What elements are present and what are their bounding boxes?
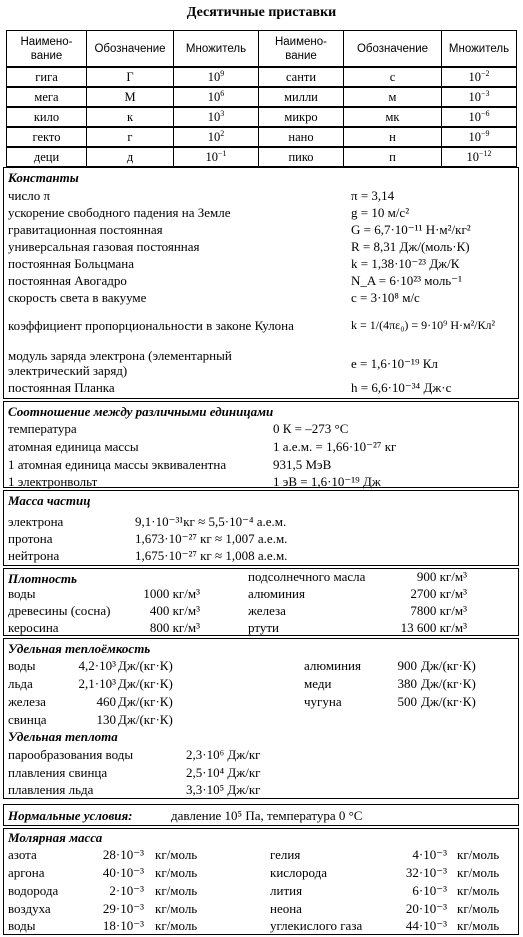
header-cell: Обозначение: [344, 31, 442, 68]
heat-value: 500: [397, 694, 417, 709]
header-cell: Наимено-вание: [259, 31, 344, 68]
prefix-symbol: п: [344, 147, 442, 167]
particle-label: нейтрона: [8, 548, 60, 563]
density-label: керосина: [8, 620, 59, 635]
molar-value: 2·10⁻³: [109, 883, 144, 898]
constant-value: g = 10 м/с²: [351, 205, 410, 220]
heat-label: свинца: [8, 712, 47, 727]
header-cell: Обозначение: [87, 31, 174, 68]
density-value: 400 кг/м³: [149, 603, 200, 618]
latent-label: парообразования воды: [8, 747, 134, 762]
prefix-name: санти: [259, 67, 344, 87]
molar-unit: кг/моль: [155, 918, 198, 933]
prefix-symbol: д: [87, 147, 174, 167]
density-label: древесины (сосна): [8, 603, 111, 618]
unit-value: 1 а.е.м. = 1,66·10⁻²⁷ кг: [273, 439, 397, 454]
constant-value: N_A = 6·10²³ моль⁻¹: [351, 273, 462, 288]
normal-conditions-value: давление 10⁵ Па, температура 0 °С: [171, 808, 363, 823]
molar-label: лития: [270, 883, 303, 898]
prefix-symbol: с: [344, 67, 442, 87]
molar-unit: кг/моль: [155, 865, 198, 880]
molar-value: 32·10⁻³: [405, 865, 447, 880]
prefix-factor: $10^{-3}$: [442, 87, 517, 107]
heat-label: чугуна: [304, 694, 342, 709]
heat-value: 130: [96, 712, 116, 727]
heat-section: [3, 638, 519, 799]
prefix-name: гига: [7, 67, 87, 87]
molar-value: 4·10⁻³: [412, 847, 447, 862]
prefix-factor: $10^6$: [174, 87, 259, 107]
density-label: ртути: [248, 620, 279, 635]
prefix-symbol: мк: [344, 107, 442, 127]
molar-value: 6·10⁻³: [412, 883, 447, 898]
prefix-name: гекто: [7, 127, 87, 147]
constant-label: число π: [8, 188, 51, 203]
constant-label: постоянная Планка: [8, 380, 115, 395]
density-value: 2700 кг/м³: [410, 586, 467, 601]
particle-value: 1,675·10⁻²⁷ кг ≈ 1,008 а.е.м.: [135, 548, 288, 563]
heat-unit: Дж/(кг·К): [118, 676, 173, 691]
header-cell: Наимено-вание: [7, 31, 87, 68]
prefix-factor: $10^{-1}$: [174, 147, 259, 167]
constant-label: универсальная газовая постоянная: [8, 239, 200, 254]
prefix-name: нано: [259, 127, 344, 147]
molar-label: неона: [270, 901, 302, 916]
header-cell: Множитель: [174, 31, 259, 68]
table-row: [7, 147, 517, 167]
prefix-factor: $10^{-9}$: [442, 127, 517, 147]
table-row: [7, 67, 517, 87]
heat-unit: Дж/(кг·К): [421, 676, 476, 691]
density-label: воды: [8, 586, 36, 601]
prefix-name: милли: [259, 87, 344, 107]
constant-label: гравитационная постоянная: [8, 222, 163, 237]
heat-unit: Дж/(кг·К): [118, 712, 173, 727]
heat-unit: Дж/(кг·К): [118, 694, 173, 709]
prefix-factor: $10^2$: [174, 127, 259, 147]
constant-label: коэффициент пропорциональности в законе Кулона: [8, 318, 294, 333]
density-section: [3, 568, 519, 636]
unit-label: 1 атомная единица массы эквивалентна: [8, 457, 227, 472]
molar-section: [3, 828, 519, 935]
heat-unit: Дж/(кг·К): [421, 658, 476, 673]
prefix-name: микро: [259, 107, 344, 127]
constant-value: π = 3,14: [351, 188, 395, 203]
molar-unit: кг/моль: [457, 918, 500, 933]
particle-value: 1,673·10⁻²⁷ кг ≈ 1,007 а.е.м.: [135, 531, 288, 546]
unit-label: 1 электронвольт: [8, 474, 98, 489]
section-heading: Молярная масса: [8, 830, 103, 845]
constant-label: ускорение свободного падения на Земле: [8, 205, 231, 220]
molar-label: азота: [8, 847, 37, 862]
unit-value: 1 эВ = 1,6·10⁻¹⁹ Дж: [273, 474, 381, 489]
heat-label: алюминия: [304, 658, 361, 673]
density-value: 800 кг/м³: [149, 620, 200, 635]
table-row: [7, 127, 517, 147]
prefix-table: [6, 30, 517, 168]
prefix-table-header: [7, 31, 517, 68]
prefix-factor: $10^{-12}$: [442, 147, 517, 167]
density-label: железа: [248, 603, 286, 618]
latent-value: 2,3·10⁶ Дж/кг: [186, 747, 261, 762]
molar-unit: кг/моль: [457, 865, 500, 880]
molar-value: 20·10⁻³: [405, 901, 447, 916]
density-value: 13 600 кг/м³: [400, 620, 467, 635]
prefix-name: мега: [7, 87, 87, 107]
latent-value: 3,3·10⁵ Дж/кг: [186, 782, 261, 797]
molar-unit: кг/моль: [457, 883, 500, 898]
molar-unit: кг/моль: [155, 901, 198, 916]
constant-label: модуль заряда электрона (элементарный электрический заряд): [8, 348, 232, 378]
section-heading: Соотношение между различными единицами: [8, 404, 274, 419]
density-label: подсолнечного масла: [248, 569, 366, 584]
density-label: алюминия: [248, 586, 305, 601]
unit-value: 931,5 МэВ: [273, 457, 332, 472]
heat-value: 900: [397, 658, 417, 673]
prefix-factor: $10^3$: [174, 107, 259, 127]
heat-label: воды: [8, 658, 36, 673]
prefix-symbol: М: [87, 87, 174, 107]
prefix-name: пико: [259, 147, 344, 167]
latent-label: плавления свинца: [8, 765, 108, 780]
density-value: 1000 кг/м³: [143, 586, 200, 601]
heat-value: 4,2·10³: [78, 658, 116, 673]
constants-section: [3, 167, 519, 399]
heat-label: льда: [8, 676, 33, 691]
molar-label: воздуха: [8, 901, 51, 916]
constant-value: k = 1/(4πε₀) = 9·10⁹ Н·м²/Кл²: [351, 318, 496, 332]
section-heading: Удельная теплота: [8, 729, 118, 744]
heat-value: 2,1·10³: [78, 676, 116, 691]
prefix-symbol: к: [87, 107, 174, 127]
molar-value: 28·10⁻³: [102, 847, 144, 862]
particle-value: 9,1·10⁻³¹кг ≈ 5,5·10⁻⁴ а.е.м.: [135, 514, 287, 529]
constant-value: k = 1,38·10⁻²³ Дж/К: [351, 256, 460, 271]
molar-label: кислорода: [270, 865, 328, 880]
molar-label: водорода: [8, 883, 59, 898]
normal-conditions-section: [3, 804, 519, 826]
molar-unit: кг/моль: [457, 901, 500, 916]
particle-label: электрона: [8, 514, 64, 529]
section-heading: Удельная теплоёмкость: [8, 641, 151, 656]
latent-value: 2,5·10⁴ Дж/кг: [186, 765, 261, 780]
unit-label: температура: [8, 421, 77, 436]
prefix-symbol: н: [344, 127, 442, 147]
molar-value: 44·10⁻³: [405, 918, 447, 933]
prefix-factor: $10^{-6}$: [442, 107, 517, 127]
table-row: [7, 107, 517, 127]
section-heading: Плотность: [8, 571, 77, 586]
particle-label: протона: [8, 531, 53, 546]
heat-unit: Дж/(кг·К): [421, 694, 476, 709]
constant-value: h = 6,6·10⁻³⁴ Дж·с: [351, 380, 452, 395]
heat-unit: Дж/(кг·К): [118, 658, 173, 673]
prefix-symbol: Г: [87, 67, 174, 87]
header-cell: Множитель: [442, 31, 517, 68]
molar-label: углекислого газа: [270, 918, 363, 933]
heat-value: 380: [397, 676, 417, 691]
constant-label: постоянная Авогадро: [8, 273, 127, 288]
latent-label: плавления льда: [8, 782, 94, 797]
heat-value: 460: [96, 694, 116, 709]
masses-section: [3, 490, 519, 566]
molar-value: 18·10⁻³: [102, 918, 144, 933]
molar-unit: кг/моль: [155, 847, 198, 862]
prefix-factor: $10^9$: [174, 67, 259, 87]
prefix-name: деци: [7, 147, 87, 167]
constant-value: R = 8,31 Дж/(моль·К): [351, 239, 470, 254]
molar-label: воды: [8, 918, 36, 933]
density-value: 7800 кг/м³: [410, 603, 467, 618]
constant-value: G = 6,7·10⁻¹¹ Н·м²/кг²: [351, 222, 471, 237]
prefix-name: кило: [7, 107, 87, 127]
molar-label: аргона: [8, 865, 45, 880]
molar-label: гелия: [270, 847, 301, 862]
heat-label: меди: [304, 676, 332, 691]
heat-label: железа: [8, 694, 46, 709]
constant-label: постоянная Больцмана: [8, 256, 135, 271]
constant-value: e = 1,6·10⁻¹⁹ Кл: [351, 356, 438, 371]
constant-value: c = 3·10⁸ м/с: [351, 290, 420, 305]
table-row: [7, 87, 517, 107]
molar-value: 40·10⁻³: [102, 865, 144, 880]
units-section: [3, 401, 519, 488]
density-value: 900 кг/м³: [416, 569, 467, 584]
constant-label: скорость света в вакууме: [8, 290, 147, 305]
section-heading: Константы: [8, 170, 79, 185]
section-heading: Масса частиц: [8, 493, 91, 508]
unit-value: 0 К = –273 °С: [273, 421, 349, 436]
molar-value: 29·10⁻³: [102, 901, 144, 916]
molar-unit: кг/моль: [155, 883, 198, 898]
section-heading: Нормальные условия:: [8, 808, 133, 823]
prefix-symbol: г: [87, 127, 174, 147]
prefix-symbol: м: [344, 87, 442, 107]
page-title: Десятичные приставки: [186, 5, 337, 20]
molar-unit: кг/моль: [457, 847, 500, 862]
prefix-factor: $10^{-2}$: [442, 67, 517, 87]
unit-label: атомная единица массы: [8, 439, 139, 454]
